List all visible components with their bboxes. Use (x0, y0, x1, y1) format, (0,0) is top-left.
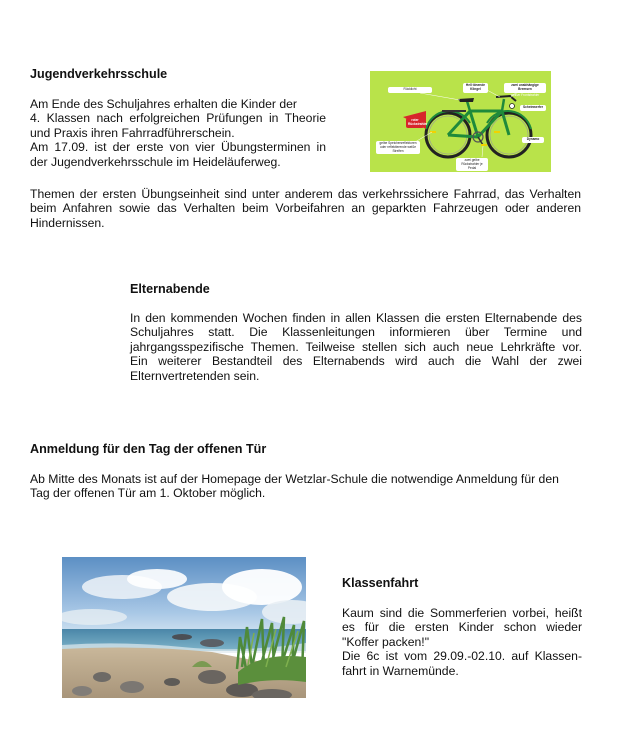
label-pedal-reflectors: zwei gelbe Rückstrahler je Pedal (456, 158, 488, 171)
intro-line: und Praxis ihren Fahrradführerschein. (30, 125, 235, 140)
intro-line: 4. Klassen nach erfolgreichen Prüfungen in Theorie (30, 111, 326, 126)
label-dynamo: Dynamo (522, 137, 544, 143)
open-day-heading: Anmeldung für den Tag der offenen Tür (30, 442, 267, 456)
label-white-reflector: weißer Frontstrahler (510, 93, 540, 97)
class-trip-heading: Klassenfahrt (342, 576, 419, 590)
body-line: Schuljahres statt. Die Klassenleitungen informieren über Termine und (130, 325, 582, 340)
class-trip-body (342, 606, 582, 678)
intro-line: der Jugendverkehrsschule im Heideläuferweg. (30, 154, 281, 169)
beach-illustration (62, 557, 306, 698)
body-line: "Koffer packen!" (342, 634, 430, 649)
label-headlight: Scheinwerfer (520, 105, 546, 111)
body-line: In den kommenden Wochen finden in allen Klassen die ersten Elternabende des (130, 311, 582, 325)
traffic-school-intro (30, 97, 326, 169)
parents-evenings-body (130, 311, 582, 383)
body-line: Elternvertretenden sein. (130, 368, 260, 383)
body-line: jahrgangsspezifische Themen. Teilweise stellen sich auch neue Lehrkräfte vor. (130, 339, 582, 354)
body-line: Ein weiterer Bestandteil des Elternabends wird auch die Wahl der zwei (130, 354, 582, 369)
body-line: Die 6c ist vom 29.09.-02.10. auf Klassen- (342, 649, 582, 664)
bicycle-infographic (370, 71, 551, 172)
body-line: Kaum sind die Sommerferien vorbei, heißt (342, 606, 582, 620)
beach-photo (62, 557, 306, 698)
intro-line: Am 17.09. ist der erste von vier Übungsterminen in (30, 140, 326, 155)
body-line: es für die ersten Kinder schon wieder (342, 620, 582, 635)
traffic-school-body: Themen der ersten Übungseinheit sind unter anderem das verkehrssichere Fahrrad, das Verhalten beim Anfahren sowie das Verhalten beim Vorbeifahren an geparkten Fahrzeugen oder anderen Hindernissen. (30, 187, 581, 230)
open-day-body (30, 472, 582, 501)
body-line: Tag der offenen Tür am 1. Oktober möglich. (30, 486, 266, 501)
intro-line: Am Ende des Schuljahres erhalten die Kinder der (30, 97, 297, 111)
parents-evenings-heading: Elternabende (130, 282, 210, 296)
label-spoke-reflectors: gelbe Speichenreflektoren oder reflektierende weiße Streifen (376, 141, 420, 154)
body-line: fahrt in Warnemünde. (342, 663, 459, 678)
body-line: Ab Mitte des Monats ist auf der Homepage der Wetzlar-Schule die notwendige Anmeldung für den (30, 472, 559, 486)
traffic-school-heading: Jugendverkehrsschule (30, 67, 168, 81)
label-rear-reflector: roter Rückstrahler (408, 118, 428, 126)
label-brakes: zwei unabhängige Bremsen (504, 83, 546, 93)
label-rear-light: Rücklicht (388, 87, 432, 93)
label-bell: Hell tönende Klingel (463, 83, 488, 93)
